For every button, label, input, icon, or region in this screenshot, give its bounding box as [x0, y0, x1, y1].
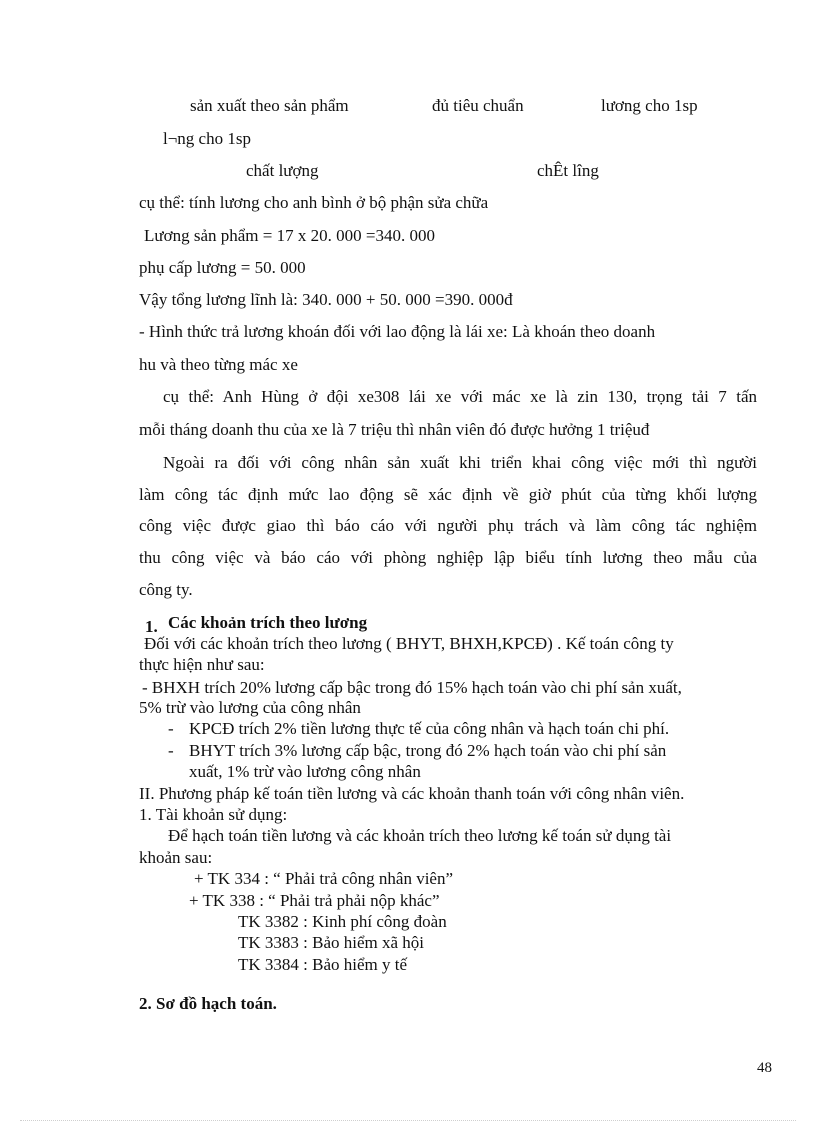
- section2-text1: Để hạch toán tiền lương và các khoản trích theo lương kế toán sử dụng tài: [168, 826, 672, 845]
- driver-line2: hu và theo từng mác xe: [139, 355, 298, 374]
- deductions-bhyt-dash: -: [168, 741, 174, 760]
- account-tk3382: TK 3382 : Kinh phí công đoàn: [238, 912, 447, 931]
- formula-col1: sản xuất theo sản phẩm: [190, 96, 349, 115]
- deductions-bhxh2: 5% trừ vào lương của công nhân: [139, 698, 361, 717]
- account-tk338: + TK 338 : “ Phải trả phải nộp khác”: [189, 891, 440, 910]
- deductions-kpcd: KPCĐ trích 2% tiền lương thực tế của công nhân và hạch toán chi phí.: [189, 719, 670, 738]
- deductions-bhxh1: - BHXH trích 20% lương cấp bậc trong đó 15% hạch toán vào chi phí sản xuất,: [142, 678, 682, 697]
- driver-detail2: mỗi tháng doanh thu của xe là 7 triệu thì nhân viên đó được hưởng 1 triệuđ: [139, 420, 650, 439]
- paragraph-line3: công việc được giao thì báo cáo với người phụ trách và làm công tác nghiệm: [139, 516, 757, 535]
- paragraph-line2: làm công tác định mức lao động sẽ xác định về giờ phút của từng khối lượng: [139, 485, 757, 504]
- deductions-bhyt1: BHYT trích 3% lương cấp bậc, trong đó 2% hạch toán vào chi phí sản: [189, 741, 667, 760]
- formula-row2: l¬ng cho 1sp: [163, 129, 251, 148]
- deductions-kpcd-dash: -: [168, 719, 174, 738]
- paragraph-line1: Ngoài ra đối với công nhân sản xuất khi triển khai công việc mới thì người: [163, 453, 757, 472]
- driver-detail1: cụ thể: Anh Hùng ở đội xe308 lái xe với mác xe là zin 130, trọng tải 7 tấn: [163, 387, 757, 406]
- formula-row3-left: chất lượng: [246, 161, 319, 180]
- example-product-wage: Lương sản phẩm = 17 x 20. 000 =340. 000: [144, 226, 435, 245]
- section2-text2: khoản sau:: [139, 848, 213, 867]
- deductions-bhyt2: xuất, 1% trừ vào lương công nhân: [189, 762, 421, 781]
- deductions-intro2: thực hiện như sau:: [139, 655, 265, 674]
- paragraph-line4: thu công việc và báo cáo với phòng nghiệp lập biểu tính lương theo mẫu của: [139, 548, 757, 567]
- formula-col3: lương cho 1sp: [601, 96, 698, 115]
- account-tk3383: TK 3383 : Bảo hiểm xã hội: [238, 933, 425, 952]
- formula-row3-right: chÊt lîng: [537, 161, 599, 180]
- example-intro: cụ thể: tính lương cho anh bình ở bộ phận sửa chữa: [139, 193, 489, 212]
- example-allowance: phụ cấp lương = 50. 000: [139, 258, 306, 277]
- page-number: 48: [757, 1060, 772, 1076]
- paragraph-line5: công ty.: [139, 580, 193, 599]
- deductions-heading: Các khoản trích theo lương: [168, 613, 368, 632]
- driver-line1: - Hình thức trả lương khoán đối với lao động là lái xe: Là khoán theo doanh: [139, 322, 656, 341]
- section2-title: II. Phương pháp kế toán tiền lương và các khoản thanh toán với công nhân viên.: [139, 784, 685, 803]
- example-total: Vậy tổng lương lĩnh là: 340. 000 + 50. 000 =390. 000đ: [139, 290, 513, 309]
- section2-sub2: 2. Sơ đồ hạch toán.: [139, 994, 277, 1013]
- section2-sub1: 1. Tài khoản sử dụng:: [139, 805, 288, 824]
- page-bottom-divider: [20, 1120, 796, 1121]
- deductions-number: 1.: [145, 617, 158, 636]
- formula-col2: đủ tiêu chuẩn: [432, 96, 524, 115]
- deductions-intro1: Đối với các khoản trích theo lương ( BHYT, BHXH,KPCĐ) . Kế toán công ty: [144, 634, 674, 653]
- account-tk3384: TK 3384 : Bảo hiểm y tế: [238, 955, 408, 974]
- account-tk334: + TK 334 : “ Phải trả công nhân viên”: [194, 869, 454, 888]
